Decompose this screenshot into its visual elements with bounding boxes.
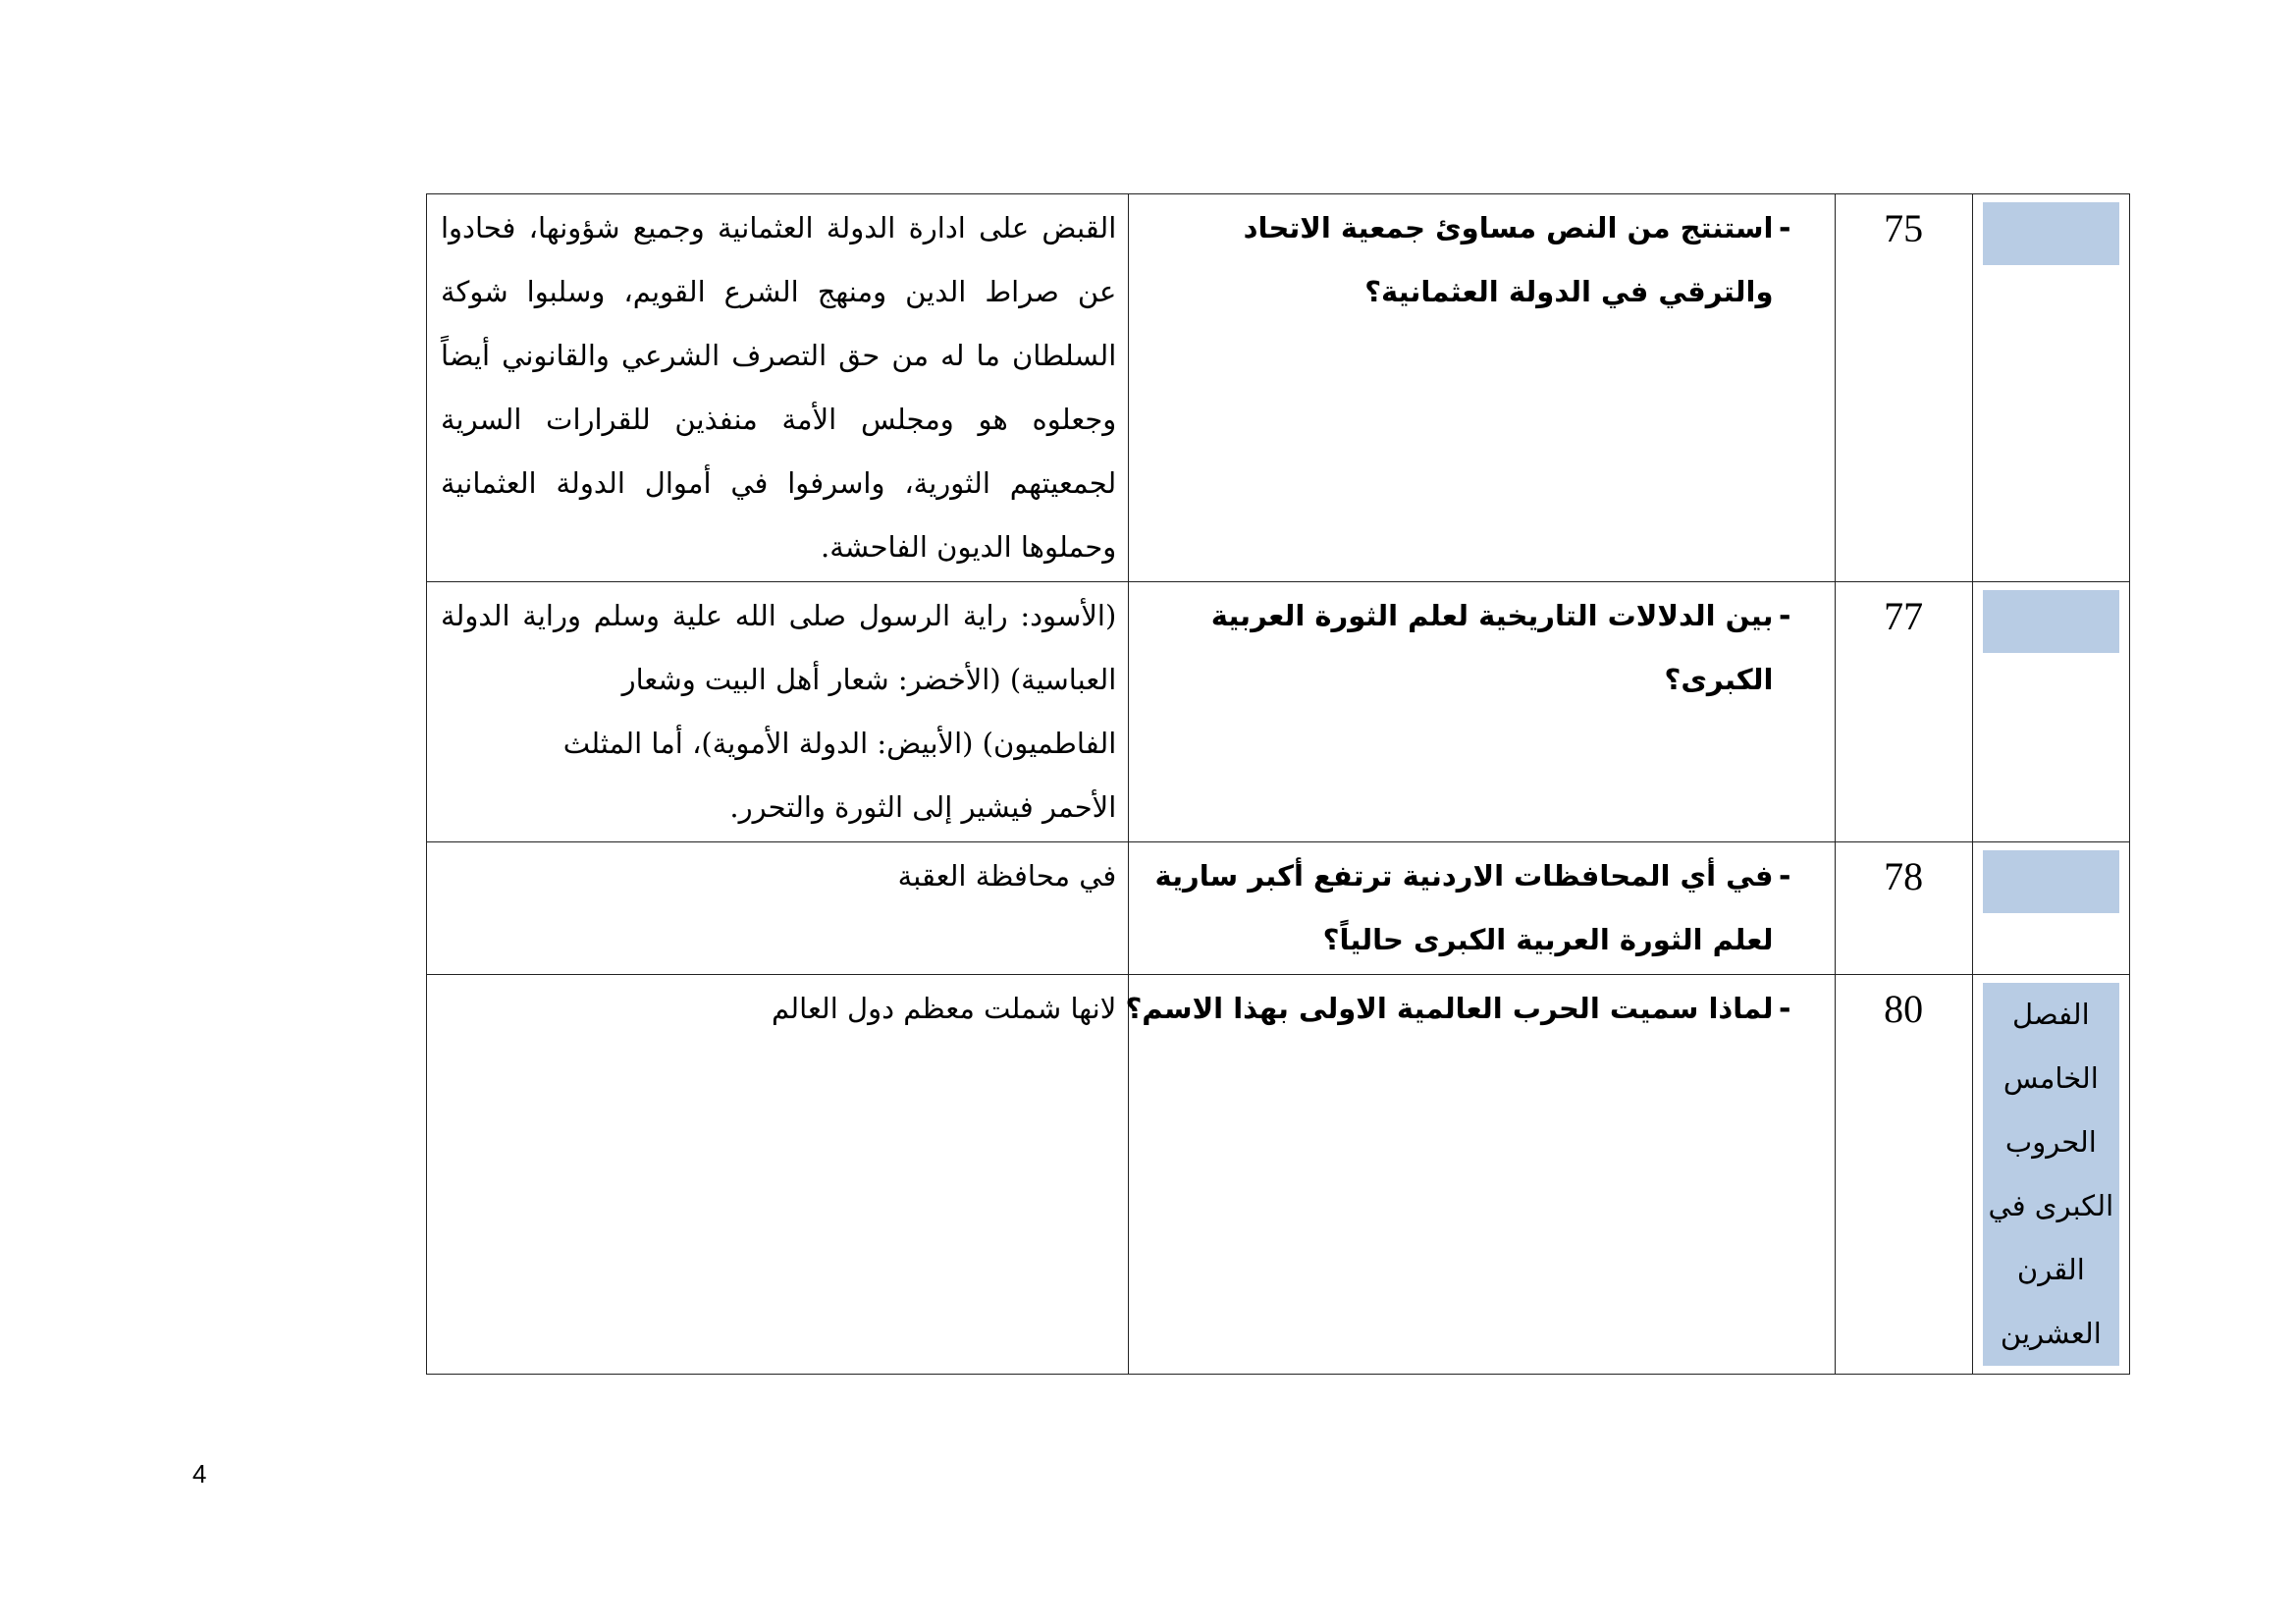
answer-cell xyxy=(427,582,1129,842)
answer-line: عن صراط الدين ومنهج الشرع القويم، وسلبوا شوكة xyxy=(441,275,1117,308)
bullet-dash: - xyxy=(1779,992,1791,1026)
page-number: 4 xyxy=(192,1459,207,1489)
answer-cell xyxy=(427,842,1129,975)
chapter-title-line: الخامس xyxy=(2002,1061,2099,1095)
bullet-dash: - xyxy=(1779,211,1791,245)
chapter-title-line: الحروب xyxy=(2004,1125,2097,1159)
chapter-title xyxy=(1983,983,2119,1366)
answer-line: (الأسود: راية الرسول صلى الله علية وسلم وراية الدولة xyxy=(441,599,1117,632)
chapter-cell xyxy=(1972,975,2129,1375)
bullet-dash: - xyxy=(1779,859,1791,893)
chapter-highlight xyxy=(1983,590,2119,653)
question-line: الكبرى؟ xyxy=(1664,663,1774,696)
question-cell xyxy=(1129,194,1835,582)
question-line: في أي المحافظات الاردنية ترتفع أكبر سارية xyxy=(1154,859,1774,893)
table-row xyxy=(427,582,2130,842)
chapter-highlight xyxy=(1983,850,2119,913)
question-line: لماذا سميت الحرب العالمية الاولى بهذا الاسم؟ xyxy=(1125,992,1774,1025)
question-line: لعلم الثورة العربية الكبرى حالياً؟ xyxy=(1322,923,1774,956)
question-number: 80 xyxy=(1835,975,1972,1375)
question-cell xyxy=(1129,842,1835,975)
table-row xyxy=(427,194,2130,582)
chapter-title-line: القرن xyxy=(2016,1253,2085,1286)
answer-line: العباسية) (الأخضر: شعار أهل البيت وشعار xyxy=(621,663,1117,696)
chapter-cell xyxy=(1972,582,2129,842)
chapter-highlight xyxy=(1983,202,2119,265)
table-row xyxy=(427,975,2130,1375)
answer-line: في محافظة العقبة xyxy=(897,859,1117,893)
answer-line: لانها شملت معظم دول العالم xyxy=(771,992,1117,1025)
answer-line: لجمعيتهم الثورية، واسرفوا في أموال الدولة العثمانية xyxy=(441,466,1117,500)
table-row xyxy=(427,842,2130,975)
answer-cell xyxy=(427,194,1129,582)
question-cell xyxy=(1125,975,1835,1375)
answer-line: الأحمر فيشير إلى الثورة والتحرر. xyxy=(729,790,1117,824)
chapter-cell xyxy=(1972,842,2129,975)
qa-table xyxy=(426,193,2130,1375)
question-number: 78 xyxy=(1835,842,1972,975)
answer-line: الفاطميون) (الأبيض: الدولة الأموية)، أما المثلث xyxy=(562,727,1117,760)
chapter-cell xyxy=(1972,194,2129,582)
question-line: بين الدلالات التاريخية لعلم الثورة العربية xyxy=(1210,599,1774,632)
question-number: 75 xyxy=(1835,194,1972,582)
chapter-title-line: الكبرى في xyxy=(1988,1189,2114,1222)
question-line: والترقي في الدولة العثمانية؟ xyxy=(1364,275,1774,308)
question-cell xyxy=(1129,582,1835,842)
answer-cell xyxy=(427,975,1129,1375)
chapter-title-line: الفصل xyxy=(2012,998,2090,1031)
question-line: استنتج من النص مساوئ جمعية الاتحاد xyxy=(1243,211,1774,244)
answer-line: وحملوها الديون الفاحشة. xyxy=(820,530,1117,564)
answer-line: وجعلوه هو ومجلس الأمة منفذين للقرارات السرية xyxy=(441,403,1117,436)
answer-line: القبض على ادارة الدولة العثمانية وجميع شؤونها، فحادوا xyxy=(441,211,1117,244)
answer-line: السلطان ما له من حق التصرف الشرعي والقانوني أيضاً xyxy=(441,339,1117,372)
chapter-title-line: العشرين xyxy=(2000,1317,2102,1350)
bullet-dash: - xyxy=(1779,599,1791,633)
question-number: 77 xyxy=(1835,582,1972,842)
